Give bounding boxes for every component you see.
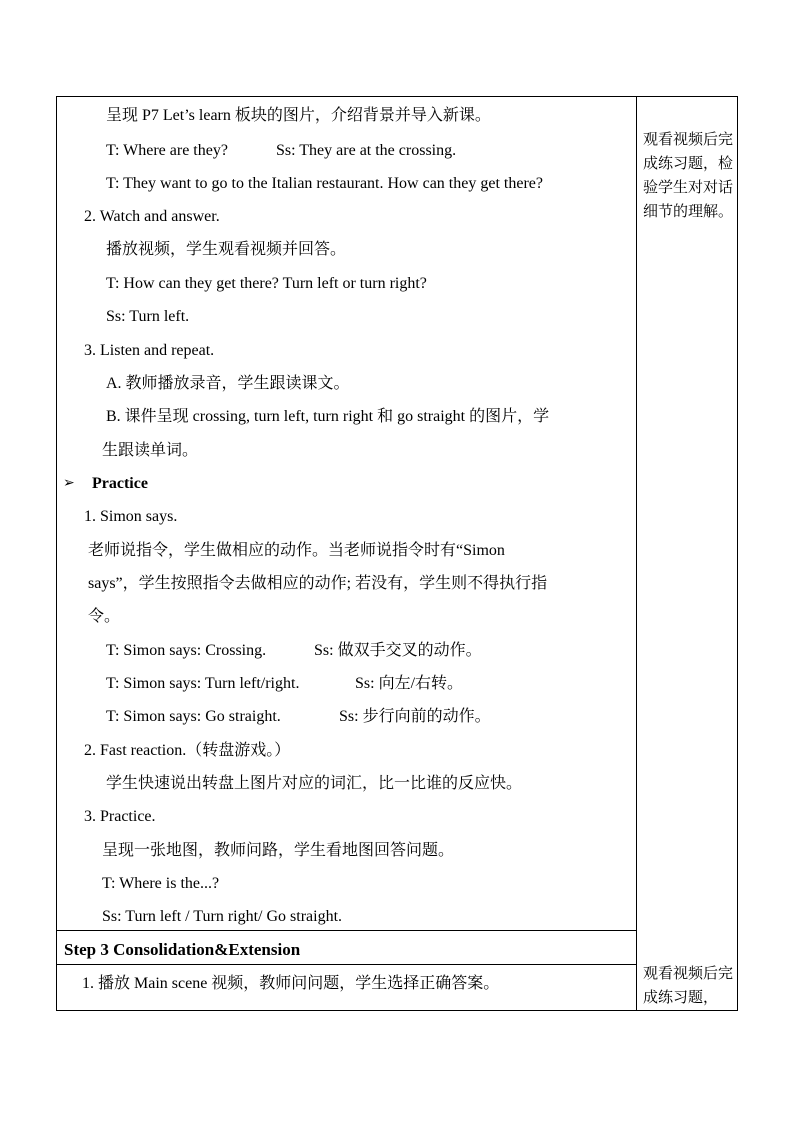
dialogue-students: Ss: 步行向前的动作。 — [339, 708, 491, 725]
dialogue-students: Ss: 做双手交叉的动作。 — [314, 642, 482, 659]
instruction-line: A. 教师播放录音，学生跟读课文。 — [106, 375, 350, 392]
side-note: 观看视频后完成练习题，检验学生对对话细节的理解。 — [643, 132, 734, 220]
section-heading: 1. Simon says. — [84, 508, 178, 525]
side-note: 观看视频后完成练习题， — [643, 966, 734, 1006]
step3-item: 1. 播放 Main scene 视频，教师问问题，学生选择正确答案。 — [82, 975, 500, 992]
intro-line: 呈现 P7 Let’s learn 板块的图片，介绍背景并导入新课。 — [106, 107, 491, 124]
bullet-arrow-icon: ➢ — [63, 476, 75, 491]
dialogue-teacher: T: Simon says: Go straight. — [106, 708, 281, 725]
section-heading: 3. Listen and repeat. — [84, 342, 215, 359]
step3-title: Step 3 Consolidation&Extension — [64, 940, 301, 959]
row-divider-step3 — [56, 930, 636, 931]
row-divider-step3-content — [56, 964, 636, 965]
dialogue-teacher: T: Where are they? — [106, 142, 228, 159]
dialogue-students: Ss: They are at the crossing. — [276, 142, 457, 159]
dialogue-teacher: T: Where is the...? — [102, 875, 220, 892]
instruction-line: 生跟读单词。 — [102, 442, 199, 459]
section-heading: 2. Watch and answer. — [84, 208, 220, 225]
instruction-line: 呈现一张地图，教师问路，学生看地图回答问题。 — [102, 842, 455, 859]
column-divider — [636, 96, 637, 1011]
dialogue-teacher: T: Simon says: Turn left/right. — [106, 675, 300, 692]
dialogue-students: Ss: Turn left / Turn right/ Go straight. — [102, 908, 343, 925]
dialogue-students: Ss: Turn left. — [106, 308, 190, 325]
dialogue-students: Ss: 向左/右转。 — [355, 675, 464, 692]
dialogue-teacher: T: Simon says: Crossing. — [106, 642, 267, 659]
instruction-line: says”，学生按照指令去做相应的动作; 若没有，学生则不得执行指 — [88, 575, 548, 592]
dialogue-teacher: T: They want to go to the Italian restaurant. How can they get there? — [106, 175, 543, 192]
instruction-line: 播放视频，学生观看视频并回答。 — [106, 241, 347, 258]
instruction-line: 学生快速说出转盘上图片对应的词汇，比一比谁的反应快。 — [106, 775, 523, 792]
dialogue-teacher: T: How can they get there? Turn left or turn right? — [106, 275, 427, 292]
practice-heading: Practice — [92, 475, 148, 492]
section-heading: 3. Practice. — [84, 808, 156, 825]
instruction-line: B. 课件呈现 crossing, turn left, turn right 和 go straight 的图片，学 — [106, 408, 550, 425]
section-heading: 2. Fast reaction.（转盘游戏。） — [84, 742, 291, 759]
instruction-line: 老师说指令，学生做相应的动作。当老师说指令时有“Simon — [88, 542, 505, 559]
instruction-line: 令。 — [88, 608, 121, 625]
